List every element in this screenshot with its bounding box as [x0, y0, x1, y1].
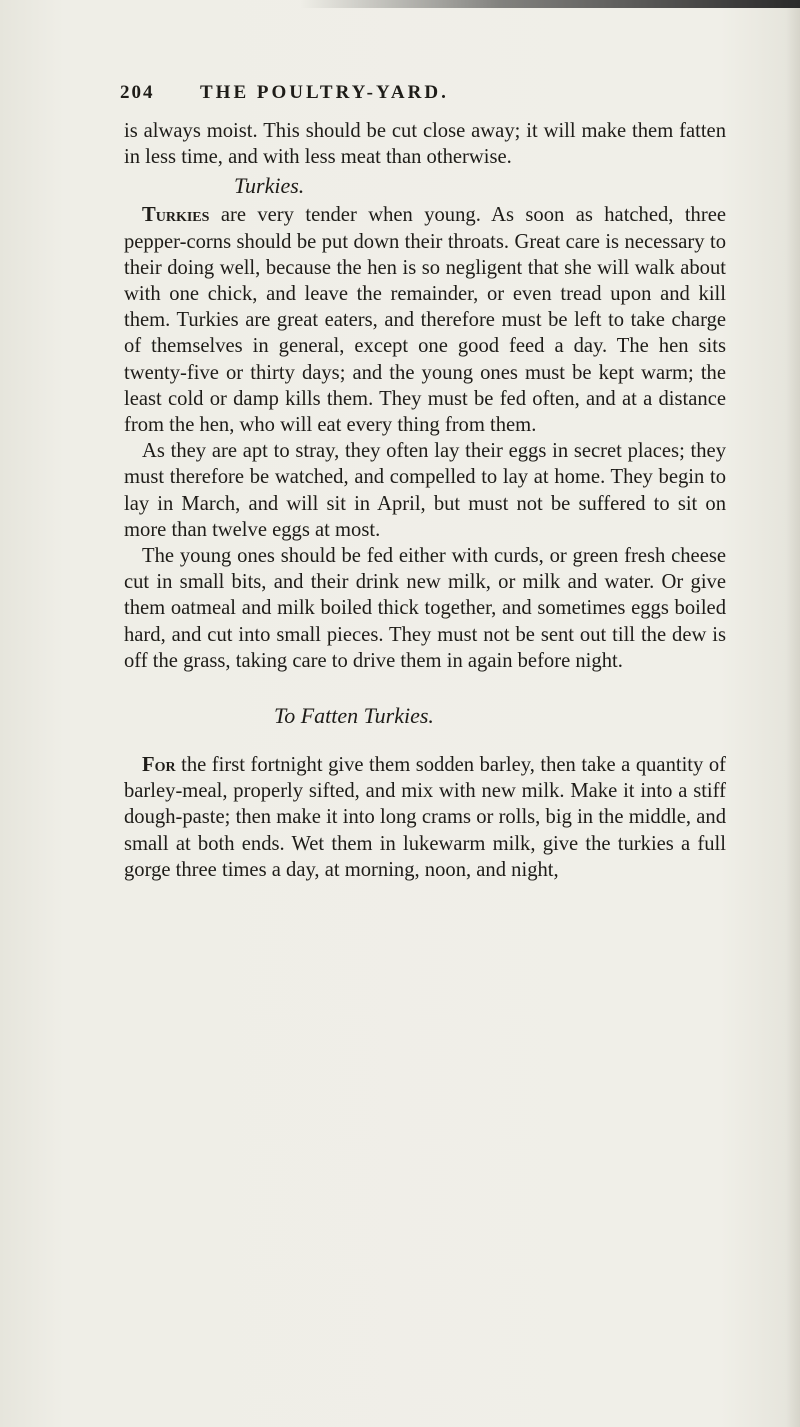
page-number: 204: [120, 82, 155, 103]
page-right-edge: [786, 8, 800, 1427]
paragraph-text: are very tender when young. As soon as hatched, three pepper-corns should be put down their throats. Great care is necessary to their doing well, because the hen is so negligent that she will walk about with one chick, and leave the remainder, or even tread upon and kill them. Turkies are great eaters, and therefore must be left to take charge of themselves in general, except one good feed a day. The hen sits twenty-five or thirty days; and the young ones must be kept warm; the least cold or damp kills them. They must be fed often, and at a distance from the hen, who will eat every thing from them.: [124, 204, 726, 437]
lead-word: For: [142, 754, 176, 777]
page-top-shadow: [300, 0, 800, 8]
lead-word: Turkies: [142, 204, 210, 227]
running-title: THE POULTRY-YARD.: [200, 82, 449, 103]
paragraph-turkies-3: The young ones should be fed either with curds, or green fresh cheese cut in small bits, and their drink new milk, or milk and water. Or give them oatmeal and milk boiled thick together, and sometimes eggs boiled hard, and cut into small pieces. They must not be sent out till the dew is off the grass, taking care to drive them in again before night.: [124, 545, 726, 672]
paragraph-turkies-1: [124, 202, 726, 438]
paragraph-text: the first fortnight give them sodden barley, then take a quantity of barley-meal, properly sifted, and mix with new milk. Make it into a stiff dough-paste; then make it into long crams or rolls, big in the middle, and small at both ends. Wet them in lukewarm milk, give the turkies a full gorge three times a day, at morning, noon, and night,: [124, 754, 726, 881]
running-head: [120, 82, 726, 118]
continued-paragraph: is always moist. This should be cut close away; it will make them fatten in less time, and with less meat than otherwise.: [124, 120, 726, 169]
paragraph-turkies-2: As they are apt to stray, they often lay their eggs in secret places; they must therefore be watched, and compelled to lay at home. They begin to lay in March, and will sit in April, but must not be suffered to sit on more than twelve eggs at most.: [124, 440, 726, 541]
text-column: [120, 82, 726, 883]
section-heading-fatten-turkies: To Fatten Turkies.: [274, 703, 434, 729]
paragraph-fatten-1: [124, 752, 726, 883]
section-heading-turkies: Turkies.: [234, 173, 305, 199]
